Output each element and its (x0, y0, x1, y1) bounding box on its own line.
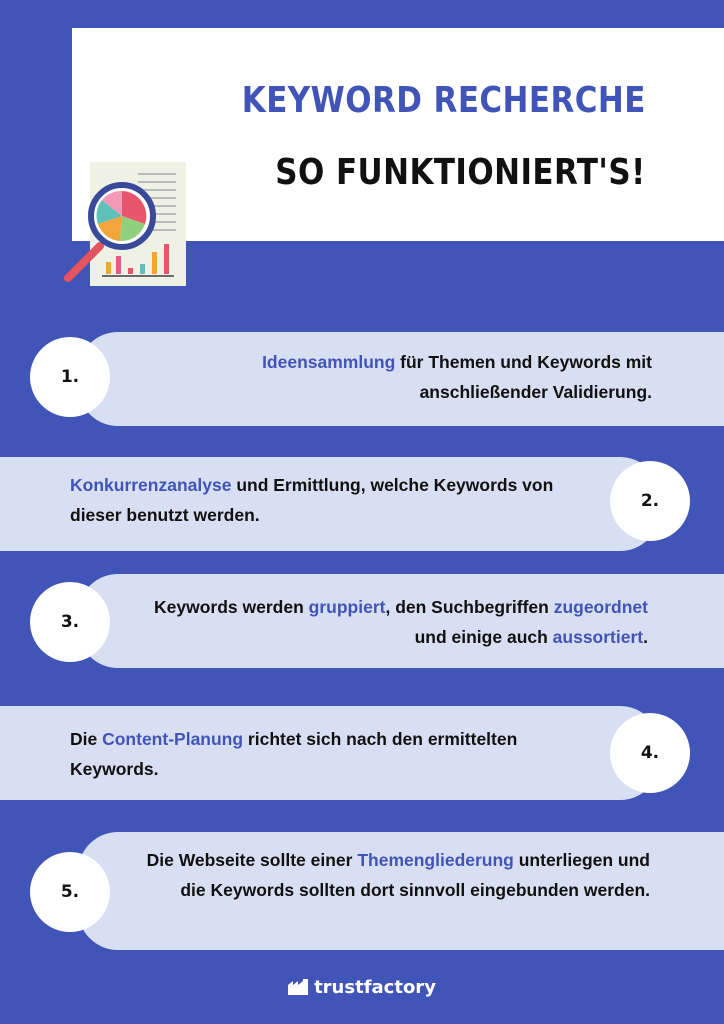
step-5-text-a: Die Webseite sollte einer (146, 850, 358, 870)
step-3-text-a: Keywords werden (154, 597, 309, 617)
step-text-2 (70, 470, 590, 530)
step-3-keyword-a: gruppiert (308, 597, 386, 617)
step-4-text-b: richtet sich nach den ermittelten Keywords. (70, 729, 518, 779)
step-3-text-d: . (643, 627, 648, 647)
step-text-1 (212, 347, 652, 407)
step-4-text-a: Die (70, 729, 103, 749)
step-5-keyword: Themengliederung (357, 850, 514, 870)
step-1-text-a: für Themen und Keywords mit (395, 352, 652, 372)
magnifier-chart-icon (58, 160, 188, 290)
step-text-5 (140, 845, 650, 905)
step-number-2: 2. (610, 461, 690, 541)
step-number-4: 4. (610, 713, 690, 793)
factory-icon (288, 979, 308, 995)
step-3-keyword-c: aussortiert (552, 627, 644, 647)
page-subtitle: SO FUNKTIONIERT'S! (275, 152, 646, 193)
step-2-text: und Ermittlung, welche Keywords von dieser benutzt werden. (70, 475, 554, 525)
step-5-text-b: unterliegen und die Keywords sollten dort sinnvoll eingebunden werden. (180, 850, 650, 900)
step-1-keyword: Ideensammlung (262, 352, 396, 372)
step-3-text-b: , den Suchbegriffen (385, 597, 554, 617)
step-1-text-b: anschließender Validierung. (419, 382, 652, 402)
step-number-1: 1. (30, 337, 110, 417)
step-3-text-c: und einige auch (414, 627, 553, 647)
step-3-keyword-b: zugeordnet (553, 597, 648, 617)
step-4-keyword: Content-Planung (102, 729, 244, 749)
step-2-keyword: Konkurrenzanalyse (70, 475, 232, 495)
step-text-3 (118, 592, 648, 652)
brand-name: trustfactory (314, 976, 436, 998)
page-title: KEYWORD RECHERCHE (241, 80, 646, 121)
footer-brand (0, 975, 724, 999)
step-number-3: 3. (30, 582, 110, 662)
step-text-4 (70, 724, 550, 784)
step-number-5: 5. (30, 852, 110, 932)
